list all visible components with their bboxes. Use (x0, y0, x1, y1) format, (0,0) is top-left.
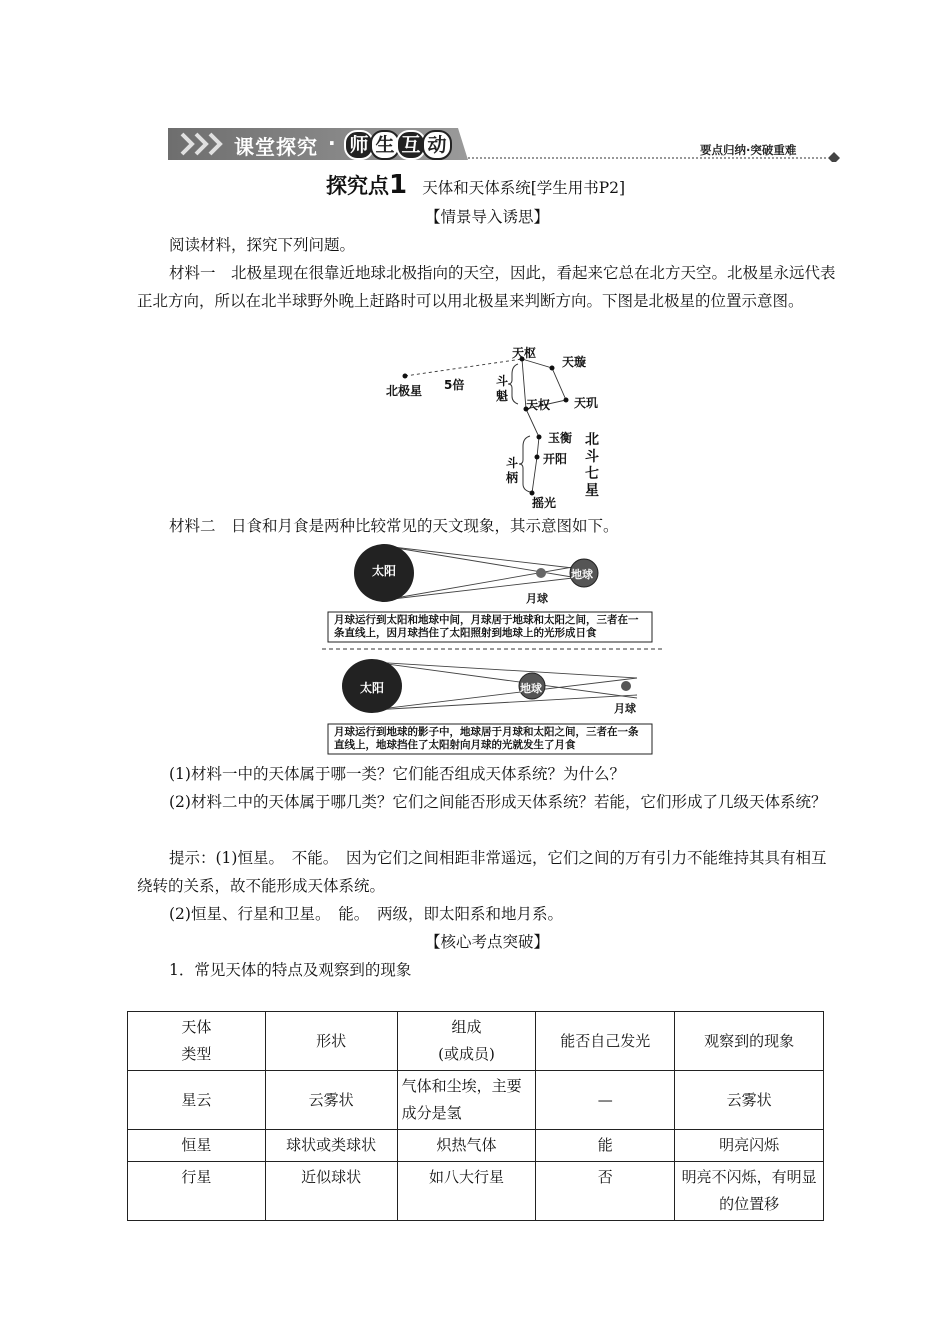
table-row (128, 1162, 824, 1221)
moon-label-solar: 月球 (526, 592, 548, 605)
label-beidou: 北斗七星 (585, 432, 599, 499)
material-two: 材料二 日食和月食是两种比较常见的天文现象，其示意图如下。 (169, 517, 619, 535)
eclipse-diagram (322, 540, 662, 758)
question-one: (1)材料一中的天体属于哪一类？它们能否组成天体系统？为什么？ (169, 765, 625, 783)
table-cell: 行星 (128, 1162, 266, 1221)
star-yuheng: 玉衡 (548, 431, 573, 445)
section-title (326, 170, 625, 202)
answer-one: 提示：(1)恒星。 不能。 因为它们之间相距非常遥远，它们之间的万有引力不能维持其具有相互绕转的关系，故不能形成天体系统。 (137, 849, 827, 895)
star-kaiyang: 开阳 (543, 452, 568, 466)
section-banner (168, 126, 840, 162)
section-subtitle: 天体和天体系统[学生用书P2] (422, 179, 626, 197)
table-cell: 明亮不闪烁，有明显的位置移 (675, 1162, 824, 1221)
lunar-eclipse-caption: 月球运行到地球的影子中，地球居于月球和太阳之间，三者在一条直线上，地球挡住了太阳射向月球的光就发生了月食 (334, 726, 639, 751)
banner-char-4: 动 (422, 130, 452, 160)
big-dipper-diagram (380, 344, 620, 516)
star-tianshu: 天枢 (512, 346, 537, 360)
table-header: 能否自己发光 (536, 1012, 675, 1071)
answer-two: (2)恒星、行星和卫星。 能。 两级，即太阳系和地月系。 (169, 905, 563, 923)
heading-core: 【核心考点突破】 (424, 933, 549, 951)
banner-char-1: 师 (344, 130, 374, 160)
banner-char-3: 互 (396, 130, 426, 160)
intro-text: 阅读材料，探究下列问题。 (169, 236, 356, 254)
sun-label-solar: 太阳 (372, 564, 397, 578)
earth-label-solar: 地球 (571, 568, 593, 581)
section-label: 探究点 (326, 174, 389, 198)
heading-scenario: 【情景导入诱思】 (424, 208, 549, 226)
point-one: 1．常见天体的特点及观察到的现象 (169, 961, 412, 979)
sun-label-lunar: 太阳 (360, 681, 385, 695)
ratio-label: 5倍 (444, 378, 465, 392)
star-polaris: 北极星 (386, 384, 423, 398)
material-one: 材料一 北极星现在很靠近地球北极指向的天空，因此，看起来它总在北方天空。北极星永远代表正北方向，所以在北半球野外晚上赶路时可以用北极星来判断方向。下图是北极星的位置示意图。 (137, 264, 836, 310)
table-header: 天体 类型 (128, 1012, 266, 1071)
moon-label-lunar: 月球 (614, 702, 636, 715)
table-cell: 否 (536, 1162, 675, 1221)
banner-dot: · (328, 131, 336, 155)
star-tianxuan: 天璇 (562, 355, 587, 369)
banner-left-text: 课堂探究 (234, 135, 318, 159)
label-doukui: 斗魁 (496, 374, 509, 403)
table-cell: 如八大行星 (397, 1162, 536, 1221)
table-row (128, 1071, 824, 1130)
earth-label-lunar: 地球 (520, 682, 542, 695)
table-header: 组成 (或成员) (397, 1012, 536, 1071)
table-header: 观察到的现象 (675, 1012, 824, 1071)
solar-eclipse-caption: 月球运行到太阳和地球中间，月球居于地球和太阳之间，三者在一条直线上，因月球挡住了太阳照射到地球上的光形成日食 (334, 614, 639, 639)
table-cell: 云雾状 (675, 1071, 824, 1130)
banner-char-2: 生 (370, 130, 400, 160)
section-number: 1 (389, 170, 408, 200)
question-two: (2)材料二中的天体属于哪几类？它们之间能否形成天体系统？若能，它们形成了几级天体系统？ (169, 793, 827, 811)
star-yaoguang: 摇光 (532, 496, 557, 510)
table-cell: 星云 (128, 1071, 266, 1130)
star-tianji: 天玑 (574, 396, 599, 410)
table-cell: 明亮闪烁 (675, 1130, 824, 1162)
label-doubing: 斗柄 (506, 456, 519, 485)
table-header-row (128, 1012, 824, 1071)
table-cell: 云雾状 (265, 1071, 397, 1130)
table-cell: 气体和尘埃，主要成分是氢 (397, 1071, 536, 1130)
table-cell: 球状或类球状 (265, 1130, 397, 1162)
celestial-body-table (127, 1011, 824, 1221)
table-cell: 炽热气体 (397, 1130, 536, 1162)
table-cell: — (536, 1071, 675, 1130)
banner-right-note: 要点归纳·突破重难 (700, 143, 797, 157)
table-cell: 恒星 (128, 1130, 266, 1162)
star-tianquan: 天权 (526, 398, 551, 412)
table-cell: 能 (536, 1130, 675, 1162)
table-cell: 近似球状 (265, 1162, 397, 1221)
table-header: 形状 (265, 1012, 397, 1071)
table-row (128, 1130, 824, 1162)
